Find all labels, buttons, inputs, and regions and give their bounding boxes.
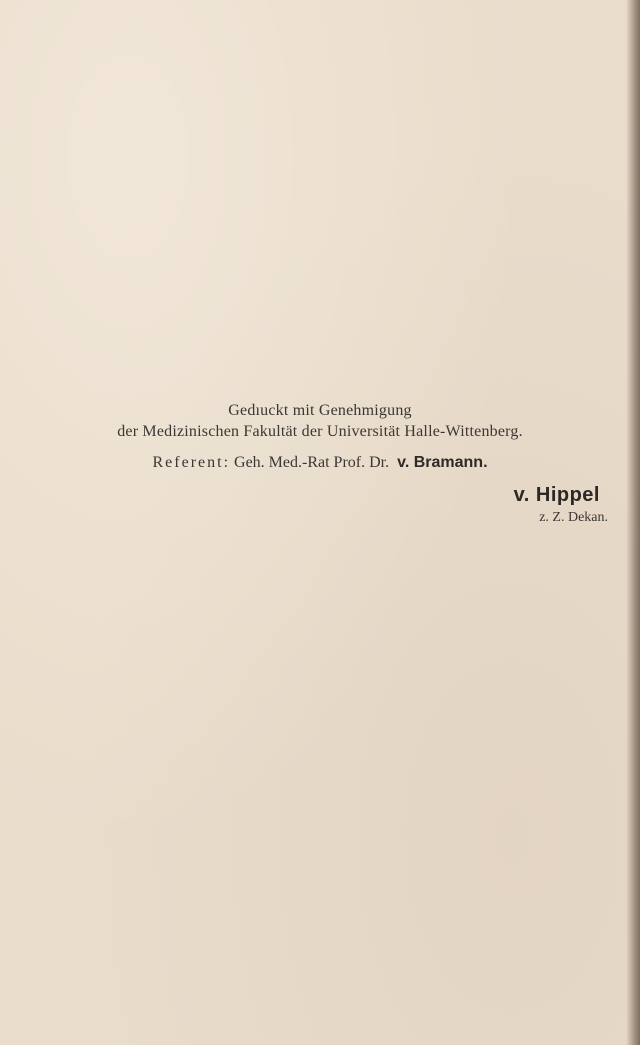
page-edge-shadow bbox=[626, 0, 640, 1045]
referent-title: Geh. Med.-Rat Prof. Dr. bbox=[234, 454, 390, 471]
approval-line-2: der Medizinischen Fakultät der Universität Halle-Wittenberg. bbox=[117, 423, 523, 440]
dekan-title: z. Z. Dekan. bbox=[539, 510, 608, 525]
approval-notice bbox=[0, 400, 640, 442]
referent-label: Referent: bbox=[152, 454, 231, 471]
referent-line bbox=[0, 454, 640, 472]
approval-line-1: Gedıuckt mit Genehmigung bbox=[228, 402, 412, 419]
dekan-name: v. Hippel bbox=[513, 484, 600, 506]
dekan-signature-block bbox=[408, 484, 608, 526]
referent-name: v. Bramann. bbox=[397, 454, 488, 471]
